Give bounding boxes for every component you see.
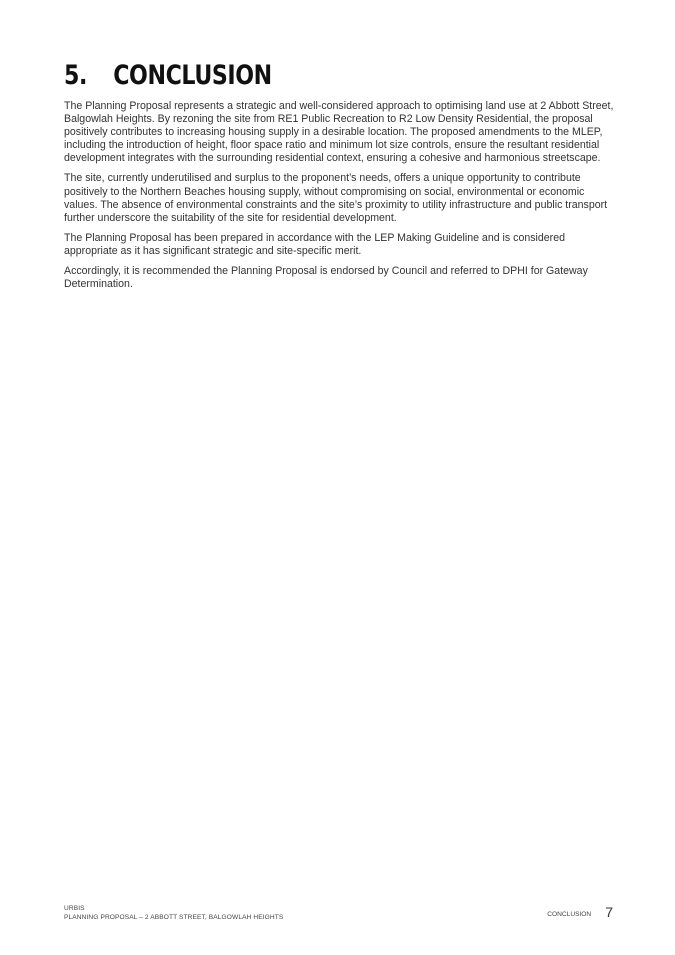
footer-document-title: PLANNING PROPOSAL – 2 ABBOTT STREET, BALGOWLAH HEIGHTS — [64, 914, 284, 921]
section-heading — [64, 60, 272, 92]
paragraph: The Planning Proposal represents a strategic and well-considered approach to optimising land use at 2 Abbott Street, Balgowlah Heights. By rezoning the site from RE1 Public Recreation to R2 Low Density Residential, the proposal positively contributes to increasing housing supply in a desirable location. The proposed amendments to the MLEP, including the introduction of height, floor space ratio and minimum lot size controls, ensure the resultant residential development integrates with the surrounding residential context, ensuring a cohesive and harmonious streetscape. — [64, 100, 614, 165]
footer-left — [64, 904, 283, 922]
section-title: CONCLUSION — [113, 60, 272, 91]
body-text — [64, 100, 616, 298]
page-number: 7 — [605, 904, 613, 920]
paragraph: The site, currently underutilised and surplus to the proponent’s needs, offers a unique opportunity to contribute positively to the Northern Beaches housing supply, without compromising on social, environmental or economic values. The absence of environmental constraints and the site’s proximity to utility infrastructure and public transport further underscore the suitability of the site for residential development. — [64, 172, 608, 224]
paragraph: Accordingly, it is recommended the Planning Proposal is endorsed by Council and referred to DPHI for Gateway Determination. — [64, 265, 588, 291]
footer-section-name: CONCLUSION — [547, 911, 592, 918]
section-number: 5. — [64, 60, 87, 91]
footer-right — [547, 904, 613, 920]
footer-company: URBIS — [64, 905, 85, 912]
paragraph: The Planning Proposal has been prepared in accordance with the LEP Making Guideline and is considered appropriate as it has significant strategic and site-specific merit. — [64, 231, 565, 257]
